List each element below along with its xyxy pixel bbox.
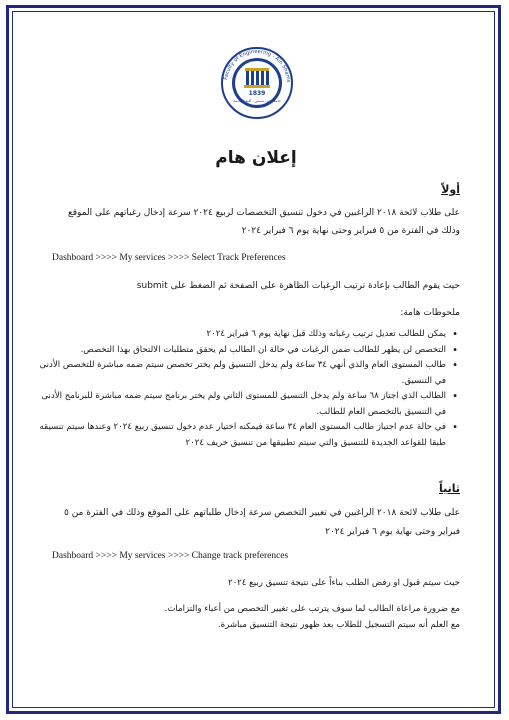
- section1-heading: أولاً: [441, 183, 460, 196]
- notes-heading: ملحوظات هامة:: [400, 308, 460, 318]
- section2-navigation-path: Dashboard >>>> My services >>>> Change track preferences: [52, 551, 289, 561]
- section2-para-line1: على طلاب لائحة ٢٠١٨ الراغبين في تغيير التخصص سرعة إدخال طلباتهم على الموقع وذلك في الفترة من ٥: [64, 508, 460, 518]
- notes-list-wrap: [39, 327, 460, 477]
- list-item: • التخصص لن يظهر للطالب ضمن الرغبات في حالة ان الطالب لم يحقق متطلبات الالتحاق بهذا التخصص.: [36, 343, 446, 359]
- university-logo: [220, 46, 294, 120]
- svg-text:1839: 1839: [248, 90, 266, 97]
- section2-para-line2: فبراير وحتى نهاية يوم ٦ فبراير ٢٠٢٤: [325, 527, 460, 537]
- section2-line-b: مع ضرورة مراعاة الطالب لما سوف يترتب على تغيير التخصص من أعباء والتزامات.: [164, 604, 460, 614]
- list-item: • الطالب الذي اجتاز ٦٨ ساعة ولم يدخل التنسيق للمستوى الثاني ولم يختر برنامج سيتم ضمه مباشرة للبرنامج الأدنى في التنسيق بالتخصص العام للطالب.: [36, 389, 446, 420]
- section2-line-c: مع العلم أنه سيتم التسجيل للطلاب بعد ظهور نتيجة التنسيق مباشرة.: [217, 620, 460, 630]
- section2-line-a: حيث سيتم قبول او رفض الطلب بناءاً على نتيجة تنسيق ربيع ٢٠٢٤: [227, 578, 460, 588]
- list-item: • يمكن للطالب تعديل ترتيب رغباته وذلك قبل نهاية يوم ٦ فبراير ٢٠٢٤: [36, 327, 446, 343]
- section1-navigation-path: Dashboard >>>> My services >>>> Select Track Preferences: [52, 253, 286, 263]
- announcement-title: إعلان هام: [215, 148, 297, 168]
- svg-text:Faculty of Engineering - Ain S: Faculty of Engineering - Ain Shams: [223, 48, 292, 83]
- section2-heading: ثانياً: [438, 482, 460, 495]
- list-item: • طالب المستوى العام والذي أنهي ٣٤ ساعة ولم يدخل التنسيق ولم يختر تخصص سيتم ضمه مباشرة للتخصص الأدنى في التنسيق.: [36, 358, 446, 389]
- section1-para-line2: وذلك في الفترة من ٥ فبراير وحتى نهاية يوم ٦ فبراير ٢٠٢٤: [241, 226, 460, 236]
- svg-text:جامعة عين شمس - كلية الهندسة: جامعة عين شمس - كلية الهندسة: [233, 99, 281, 103]
- list-item: • في حالة عدم اجتياز طالب المستوى العام ٣٤ ساعة فيمكنه اختيار عدم دخول تنسيق ربيع ٢٠٢٤ وعندها سيتم تنسيقه طبقا للقواعد الجديدة للتنسيق والتي سيتم تطبيقها من تنسيق خريف ٢٠٢٤: [36, 420, 446, 451]
- section1-para-line1: على طلاب لائحة ٢٠١٨ الراغبين في دخول تنسيق التخصصات لربيع ٢٠٢٤ سرعة إدخال رغباتهم على الموقع: [67, 208, 460, 218]
- section1-submit-note: حيث يقوم الطالب بإعادة ترتيب الرغبات الظاهرة على الصفحة ثم الضغط على submit: [136, 281, 460, 291]
- notes-list: [36, 327, 460, 451]
